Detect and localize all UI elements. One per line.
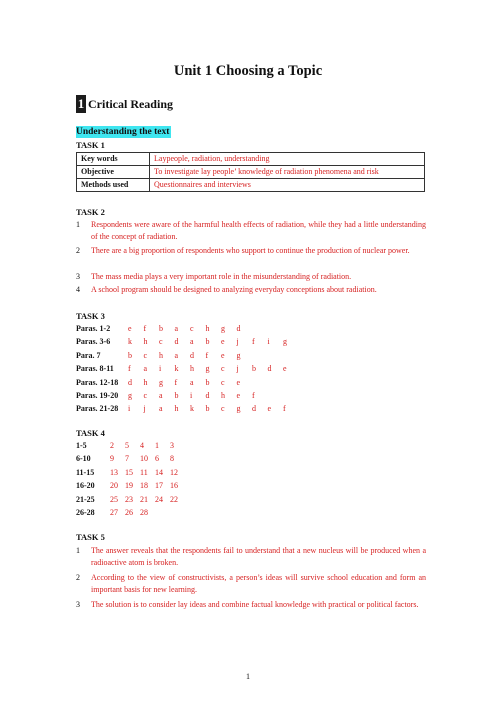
answer-letter: c: [221, 377, 225, 387]
answer-letter: b: [205, 377, 210, 387]
answer-letter: a: [190, 377, 194, 387]
answer-letter: d: [236, 324, 241, 333]
answer-letter: a: [174, 350, 179, 360]
item-text: There are a big proportion of respondents who support to continue the production of nuclear power.: [91, 246, 410, 255]
item-text: The solution is to consider lay ideas and combine factual knowledge with practical or political factors.: [91, 600, 419, 609]
row-label: 26-28: [76, 508, 95, 517]
row-label: 1-5: [76, 441, 87, 450]
row-label: 21-25: [76, 494, 95, 504]
task2-heading: TASK 2: [76, 207, 105, 217]
item-text: The mass media plays a very important role in the misunderstanding of radiation.: [91, 272, 352, 281]
item-text: Respondents were aware of the harmful health effects of radiation, while they had a little understanding of the concept of radiation.: [91, 220, 426, 241]
answer-letter: a: [159, 404, 163, 414]
row-label: Para. 7: [76, 350, 101, 360]
answer-letter: f: [128, 364, 131, 374]
answer-letter: h: [221, 391, 225, 400]
answer-letter: b: [174, 391, 179, 400]
answer-letter: c: [190, 324, 194, 333]
row-label: Paras. 3-6: [76, 337, 111, 347]
section-number-badge: 1: [77, 96, 85, 111]
answer-letter: b: [205, 337, 210, 347]
answer-number: 24: [155, 494, 163, 504]
answer-letter: h: [143, 377, 148, 387]
answer-letter: g: [236, 404, 241, 414]
list-item: [76, 599, 426, 611]
answer-number: 15: [125, 467, 133, 477]
row-label: 6-10: [76, 454, 91, 464]
answer-letter: f: [252, 391, 255, 400]
answer-letter: c: [143, 350, 148, 360]
answer-letter: j: [236, 364, 239, 374]
task4-heading: TASK 4: [76, 428, 105, 438]
answer-number: 17: [155, 481, 163, 491]
answer-letter: b: [159, 324, 163, 333]
row-label: Paras. 8-11: [76, 364, 114, 374]
table-row: [77, 179, 425, 192]
row-label: Paras. 21-28: [76, 404, 119, 414]
item-number: 3: [76, 272, 80, 281]
answer-letter: h: [205, 324, 210, 333]
task5-heading: TASK 5: [76, 532, 105, 542]
answer-number: 19: [125, 481, 133, 491]
table-value-cell: Questionnaires and interviews: [150, 179, 425, 192]
answer-letter: g: [205, 364, 210, 374]
answer-number: 12: [170, 467, 178, 477]
table-row: [77, 153, 425, 166]
answer-letter: d: [267, 364, 272, 374]
answer-number: 20: [110, 481, 118, 491]
answer-letter: d: [128, 377, 132, 387]
answer-letter: c: [143, 391, 148, 400]
row-label: Paras. 1-2: [76, 324, 111, 333]
answer-letter: e: [128, 324, 132, 333]
answer-number: 1: [155, 441, 159, 450]
answer-letter: h: [159, 350, 163, 360]
answer-letter: f: [205, 350, 209, 360]
section-title: Critical Reading: [88, 97, 173, 111]
list-item: [76, 219, 426, 242]
item-number: 2: [76, 573, 80, 582]
row-label: 11-15: [76, 467, 95, 477]
answer-letter: i: [128, 404, 131, 414]
table-value-cell: To investigate lay people’ knowledge of radiation phenomena and risk: [150, 166, 425, 179]
answer-number: 6: [155, 454, 159, 464]
answer-letter: j: [236, 337, 239, 347]
answer-letter: k: [174, 364, 179, 374]
answer-number: 28: [140, 508, 148, 517]
answer-letter: h: [190, 364, 194, 374]
item-text: The answer reveals that the respondents fail to understand that a new nucleus will be produced when a radioactive atom is broken.: [91, 546, 426, 567]
answer-letter: g: [221, 324, 225, 333]
answer-letter: h: [143, 337, 148, 347]
item-number: 1: [76, 546, 80, 555]
answer-letter: e: [221, 350, 225, 360]
table-key-cell: Methods used: [77, 179, 150, 192]
answer-letter: k: [190, 404, 194, 414]
row-label: 16-20: [76, 481, 95, 491]
row-label: Paras. 12-18: [76, 377, 119, 387]
answer-number: 7: [125, 454, 129, 464]
answer-number: 22: [170, 494, 178, 504]
list-item: [76, 271, 426, 283]
answer-number: 16: [170, 481, 178, 491]
answer-letter: g: [128, 391, 132, 400]
list-item: [76, 284, 426, 296]
list-item: [76, 245, 426, 257]
task1-heading: TASK 1: [76, 140, 105, 150]
answer-letter: g: [283, 337, 287, 347]
item-number: 1: [76, 220, 80, 229]
item-number: 4: [76, 285, 80, 294]
item-text: According to the view of constructivists, a person’s ideas will survive school education and form an important basis for new learning.: [91, 573, 426, 594]
answer-letter: g: [159, 377, 163, 387]
row-label: Paras. 19-20: [76, 391, 119, 400]
answer-letter: b: [252, 364, 256, 374]
answer-letter: a: [174, 324, 179, 333]
answer-letter: f: [252, 337, 255, 347]
answer-number: 3: [170, 441, 174, 450]
table-key-cell: Objective: [77, 166, 150, 179]
answer-letter: e: [267, 404, 272, 414]
answer-letter: d: [205, 391, 210, 400]
item-number: 2: [76, 246, 80, 255]
unit-title: Unit 1 Choosing a Topic: [173, 63, 323, 79]
answer-number: 23: [125, 494, 133, 504]
answer-letter: g: [236, 350, 241, 360]
page-number: 1: [246, 672, 250, 681]
answer-number: 18: [140, 481, 148, 491]
answer-number: 9: [110, 454, 114, 464]
item-text: A school program should be designed to analyzing everyday conceptions about radiation.: [91, 285, 377, 294]
answer-letter: d: [190, 350, 194, 360]
subheading-understanding-text: Understanding the text: [76, 127, 170, 137]
answer-letter: f: [174, 377, 178, 387]
answer-number: 10: [140, 454, 148, 464]
answer-letter: f: [283, 404, 286, 414]
answer-letter: e: [236, 377, 241, 387]
answer-letter: i: [190, 391, 193, 400]
list-item: [76, 572, 426, 595]
table-row: [77, 166, 425, 179]
answer-letter: k: [128, 337, 132, 347]
answer-number: 5: [125, 441, 129, 450]
answer-letter: a: [190, 337, 194, 347]
answer-number: 26: [125, 508, 133, 517]
table-value-cell: Laypeople, radiation, understanding: [150, 153, 425, 166]
answer-letter: i: [159, 364, 162, 374]
answer-letter: h: [174, 404, 179, 414]
answer-number: 14: [155, 467, 163, 477]
answer-number: 4: [140, 441, 144, 450]
answer-letter: d: [252, 404, 256, 414]
answer-number: 21: [140, 494, 148, 504]
answer-number: 27: [110, 508, 118, 517]
answer-letter: i: [267, 337, 270, 347]
answer-letter: e: [283, 364, 287, 374]
answer-number: 11: [140, 467, 148, 477]
answer-letter: f: [143, 324, 147, 333]
answer-letter: j: [143, 404, 146, 414]
answer-letter: a: [159, 391, 163, 400]
task1-table: [76, 152, 425, 192]
answer-letter: b: [128, 350, 132, 360]
answer-number: 2: [110, 441, 114, 450]
answer-letter: a: [143, 364, 148, 374]
answer-number: 8: [170, 454, 174, 464]
answer-number: 13: [110, 467, 118, 477]
task3-heading: TASK 3: [76, 311, 105, 321]
table-key-cell: Key words: [77, 153, 150, 166]
answer-letter: c: [159, 337, 163, 347]
answer-letter: e: [221, 337, 225, 347]
list-item: [76, 545, 426, 568]
answer-letter: d: [174, 337, 179, 347]
answer-letter: c: [221, 364, 225, 374]
item-number: 3: [76, 600, 80, 609]
answer-number: 25: [110, 494, 118, 504]
answer-letter: e: [236, 391, 241, 400]
answer-letter: b: [205, 404, 210, 414]
answer-letter: c: [221, 404, 225, 414]
